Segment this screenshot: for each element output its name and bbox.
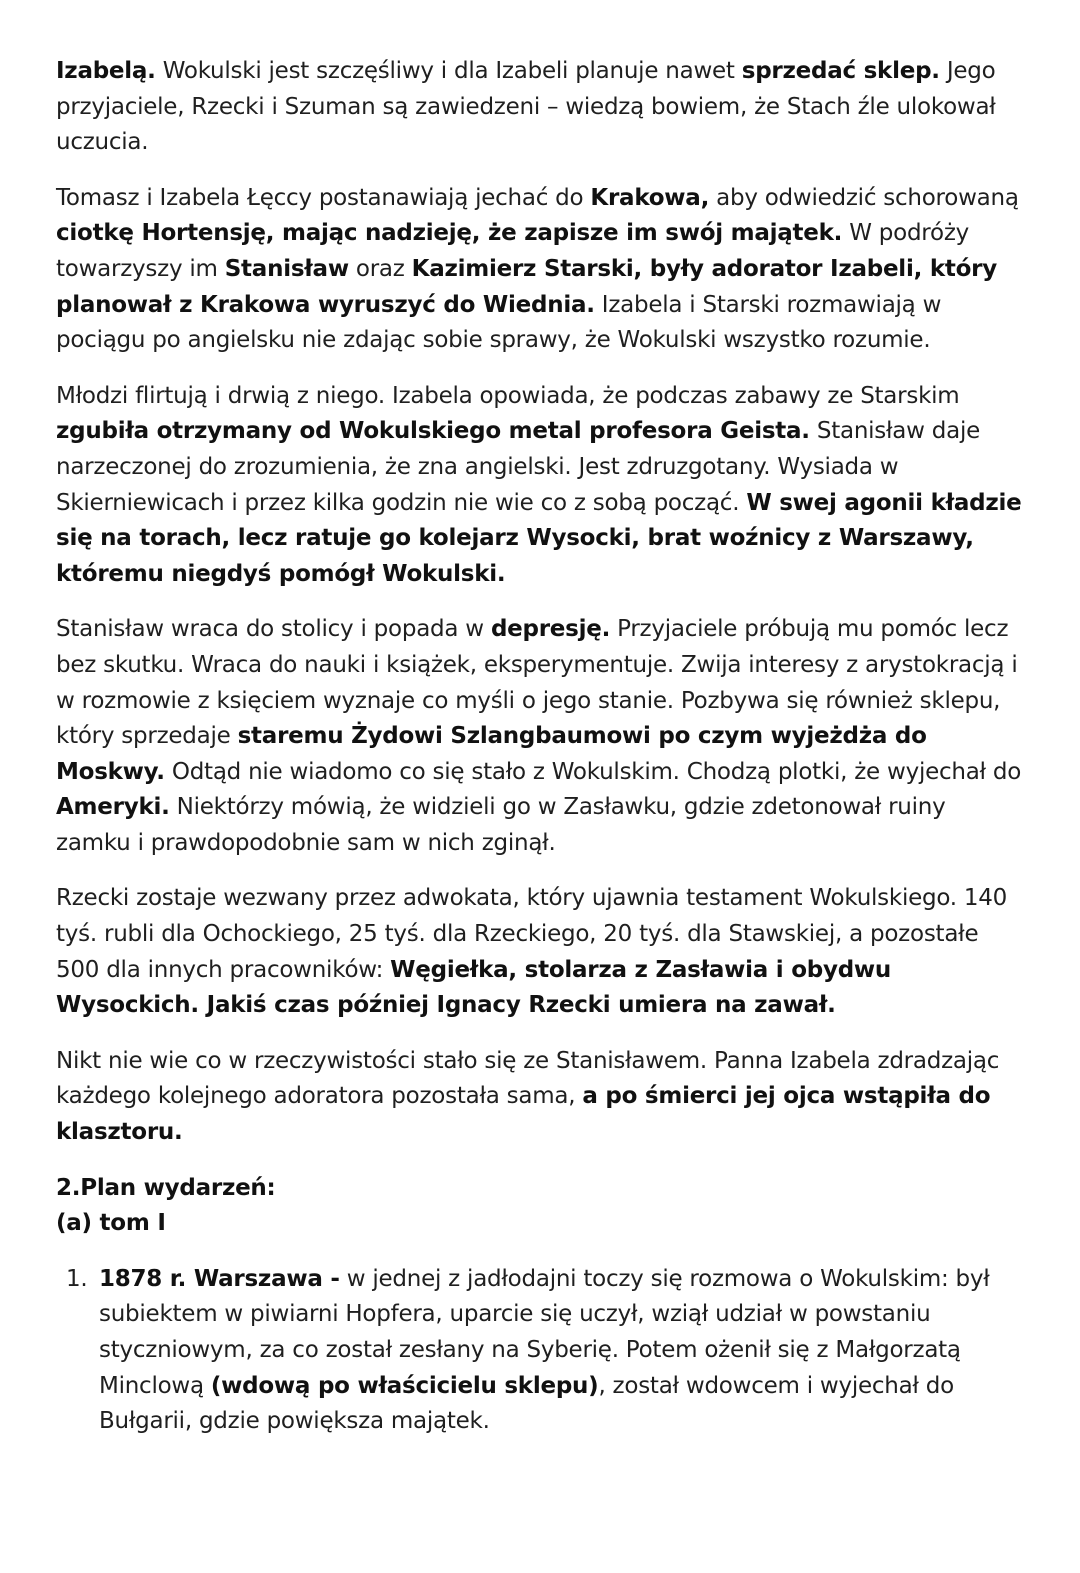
- paragraph-depression: [56, 612, 1024, 861]
- text-segment: Izabela i Starski rozmawiają w pociągu po angielsku nie zdając sobie sprawy, że Wokulski wszystko rozumie.: [56, 291, 942, 354]
- text-segment: aby odwiedzić schorowaną: [709, 184, 1019, 211]
- paragraph-izabela-shop: [56, 54, 1024, 161]
- section-heading: [56, 1171, 1024, 1242]
- text-segment: Wokulski jest szczęśliwy i dla Izabeli planuje nawet: [155, 58, 742, 84]
- text-segment-bold: zgubiła otrzymany od Wokulskiego metal profesora Geista.: [56, 418, 810, 445]
- paragraph-testament: [56, 881, 1024, 1023]
- paragraph-ending: [56, 1044, 1024, 1151]
- text-segment-bold: Krakowa,: [590, 184, 710, 211]
- list-item-number: 1.: [66, 1265, 88, 1292]
- text-segment: Niektórzy mówią, że widzieli go w Zasławku, gdzie zdetonował ruiny zamku i prawdopodobnie sam w nich zginął.: [56, 794, 946, 856]
- text-segment: Młodzi flirtują i drwią z niego. Izabela opowiada, że podczas zabawy ze Starskim: [56, 382, 960, 409]
- text-segment: Odtąd nie wiadomo co się stało z Wokulskim. Chodzą plotki, że wyjechał do: [164, 758, 1022, 785]
- text-segment-bold: Węgiełka, stolarza z Zasławia i obydwu Wysockich. Jakiś czas później Ignacy Rzecki umiera na zawał.: [56, 956, 892, 1019]
- text-segment-bold: W swej agonii kładzie się na torach, lecz ratuje go kolejarz Wysocki, brat woźnicy z Warszawy, któremu niegdyś pomógł Wokulski.: [56, 489, 1022, 587]
- text-segment-bold: (wdową po właścicielu sklepu): [210, 1372, 599, 1399]
- text-segment: oraz: [348, 255, 412, 282]
- text-segment: Przyjaciele próbują mu pomóc lecz bez skutku. Wraca do nauki i książek, eksperymentuje. Zwija interesy z arystokracją i w rozmowie z księciem wyznaje co myśli o jego stanie. Pozbywa się również sklepu, który sprzedaje: [56, 616, 1018, 750]
- list-item: [56, 1262, 1024, 1440]
- text-segment-bold: a po śmierci jej ojca wstąpiła do klasztoru.: [56, 1083, 991, 1146]
- section-subtitle: (a) tom I: [56, 1210, 166, 1237]
- text-segment-bold: staremu Żydowi Szlangbaumowi po czym wyjeżdża do Moskwy.: [56, 723, 927, 785]
- document-page: [56, 54, 1024, 1440]
- paragraph-krakow-trip: [56, 181, 1024, 359]
- text-segment: Tomasz i Izabela Łęccy postanawiają jechać do: [56, 184, 591, 211]
- text-segment: Jego przyjaciele, Rzecki i Szuman są zawiedzeni – wiedzą bowiem, że Stach źle ulokował uczucia.: [56, 58, 996, 156]
- text-segment: W podróży towarzyszy im: [56, 220, 970, 282]
- text-segment-bold: 1878 r. Warszawa -: [99, 1265, 340, 1292]
- text-segment: Stanisław daje narzeczonej do zrozumienia, że zna angielski. Jest zdruzgotany. Wysiada w Skierniewicach i przez kilka godzin nie wie co z sobą począć.: [56, 418, 981, 516]
- text-segment: , został wdowcem i wyjechał do Bułgarii, gdzie powiększa majątek.: [99, 1372, 954, 1435]
- text-segment-bold: Kazimierz Starski, były adorator Izabeli, który planował z Krakowa wyruszyć do Wiednia.: [56, 255, 997, 318]
- text-segment: Nikt nie wie co w rzeczywistości stało się ze Stanisławem. Panna Izabela zdradzając każdego kolejnego adoratora pozostała sama,: [56, 1047, 1000, 1110]
- text-segment-bold: Ameryki.: [56, 794, 170, 821]
- section-title: 2.Plan wydarzeń:: [56, 1174, 276, 1201]
- text-segment-bold: depresję.: [490, 616, 611, 643]
- text-segment-bold: sprzedać sklep.: [741, 58, 940, 84]
- paragraph-train-despair: [56, 379, 1024, 593]
- text-segment: Rzecki zostaje wezwany przez adwokata, który ujawnia testament Wokulskiego. 140 tyś. rubli dla Ochockiego, 25 tyś. dla Rzeckiego, 20 tyś. dla Stawskiej, a pozostałe 500 dla innych pracowników:: [56, 885, 1008, 983]
- text-segment: Stanisław wraca do stolicy i popada w: [56, 616, 491, 643]
- text-segment-bold: Izabelą.: [56, 58, 156, 84]
- text-segment-bold: Stanisław: [224, 255, 349, 282]
- text-segment: w jednej z jadłodajni toczy się rozmowa o Wokulskim: był subiektem w piwiarni Hopfera, uparcie się uczył, wziął udział w powstaniu styczniowym, za co został zesłany na Syberię. Potem ożenił się z Małgorzatą Minclową: [99, 1265, 990, 1399]
- events-list: [56, 1262, 1024, 1440]
- text-segment-bold: ciotkę Hortensję, mając nadzieję, że zapisze im swój majątek.: [56, 220, 843, 247]
